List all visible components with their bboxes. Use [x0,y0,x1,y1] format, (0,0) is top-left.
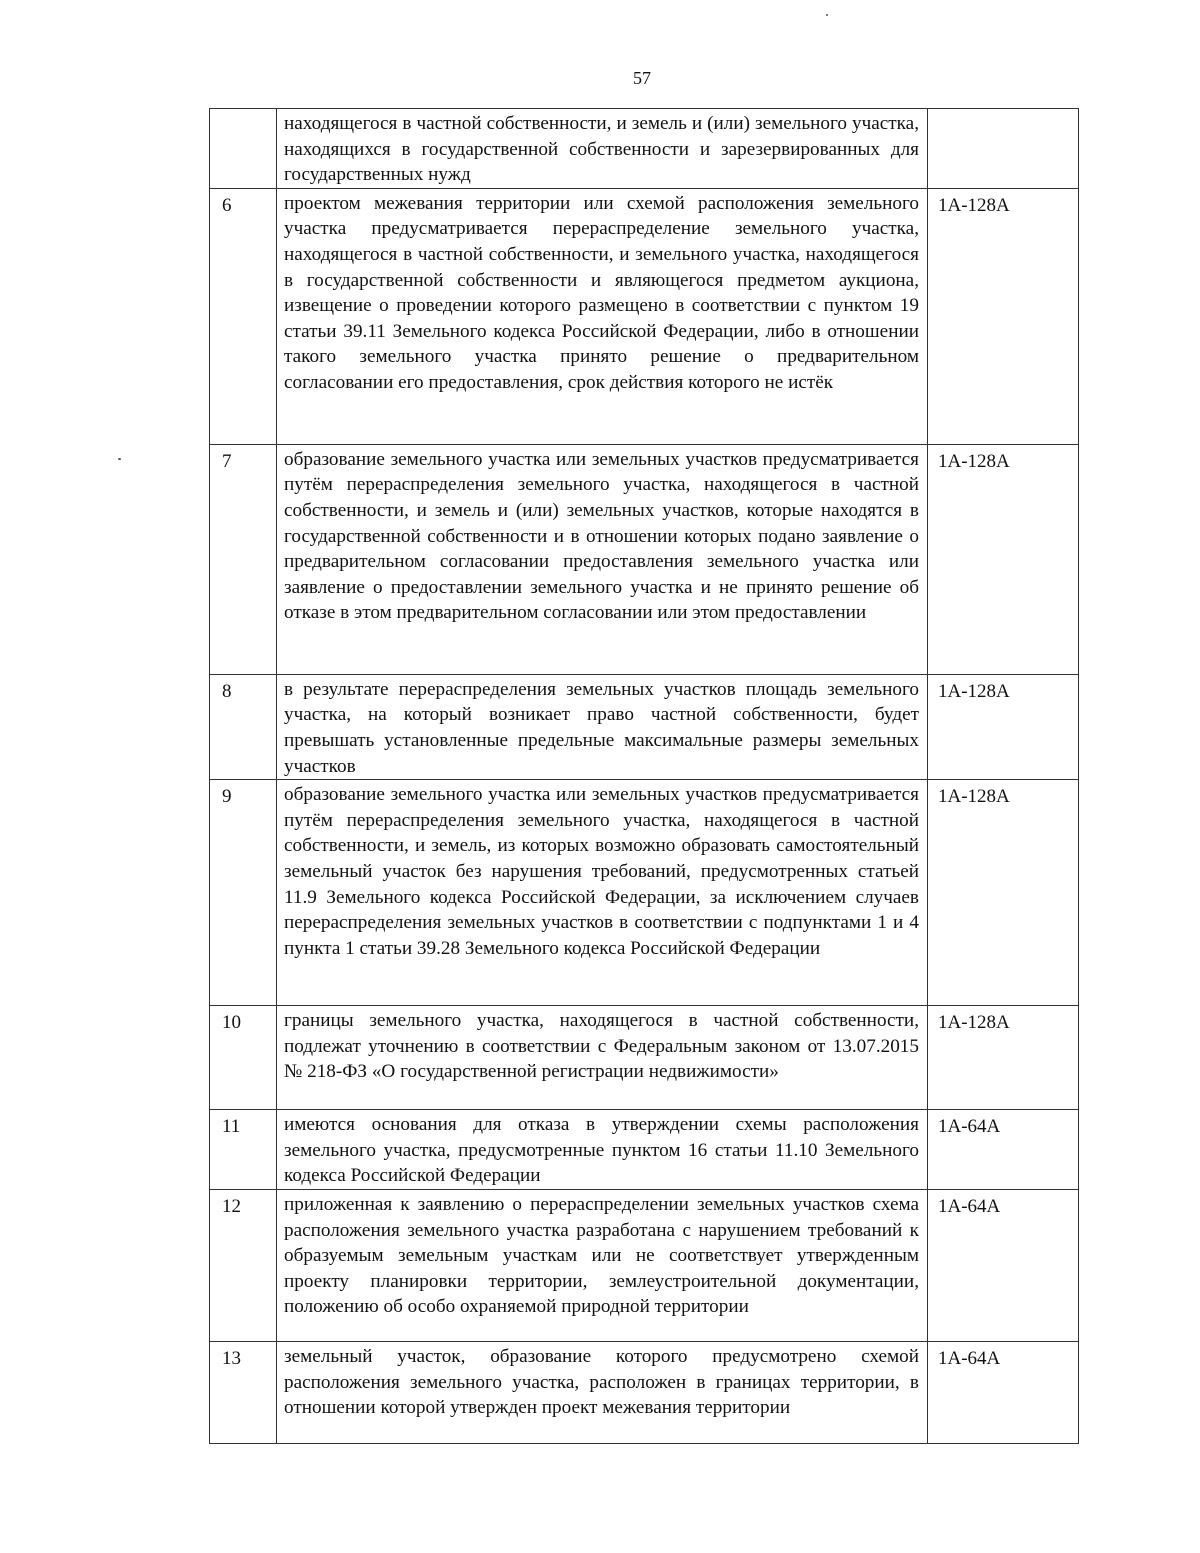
row-number: 12 [210,1189,277,1341]
row-text: находящегося в частной собственности, и земель и (или) земельного участка, находящихся в государственной собственности и зарезервированных для государственных нужд [277,109,928,189]
row-text: земельный участок, образование которого предусмотрено схемой расположения земельного участка, расположен в границах территории, в отношении которой утвержден проект межевания территории [277,1341,928,1443]
table-row [210,188,1079,444]
scan-speck [118,458,121,460]
row-text: проектом межевания территории или схемой расположения земельного участка предусматривается перераспределение земельного участка, находящегося в частной собственности, и земельного участка, находящегося в государственной собственности и являющегося предметом аукциона, извещение о проведении которого размещено в соответствии с пунктом 19 статьи 39.11 Земельного кодекса Российской Федерации, либо в отношении такого земельного участка принято решение о предварительном согласовании его предоставления, срок действия которого не истёк [277,188,928,444]
row-number: 8 [210,674,277,779]
row-code: 1А-64А [928,1189,1079,1341]
row-text: в результате перераспределения земельных участков площадь земельного участка, на который возникает право частной собственности, будет превышать установленные предельные максимальные размеры земельных участков [277,674,928,779]
row-text: приложенная к заявлению о перераспределении земельных участков схема расположения земельного участка разработана с нарушением требований к образуемым земельным участкам или не соответствует утвержденным проекту планировки территории, землеустроительной документации, положению об особо охраняемой природной территории [277,1189,928,1341]
table-row [210,444,1079,674]
grounds-table [209,108,1079,1444]
row-code: 1А-64А [928,1110,1079,1190]
table-row [210,1189,1079,1341]
row-text: образование земельного участка или земельных участков предусматривается путём перераспределения земельного участка, находящегося в частной собственности, и земель и (или) земельных участков, которые находятся в государственной собственности и в отношении которых подано заявление о предварительном согласовании предоставления земельного участка или заявление о предоставлении земельного участка и не принято решение об отказе в этом предварительном согласовании или этом предоставлении [277,444,928,674]
table-row [210,674,1079,779]
row-code [928,109,1079,189]
row-text: границы земельного участка, находящегося в частной собственности, подлежат уточнению в соответствии с Федеральным законом от 13.07.2015 № 218-ФЗ «О государственной регистрации недвижимости» [277,1006,928,1110]
row-text: образование земельного участка или земельных участков предусматривается путём перераспределения земельного участка, находящегося в частной собственности, и земель, из которых возможно образовать самостоятельный земельный участок без нарушения требований, предусмотренных статьей 11.9 Земельного кодекса Российской Федерации, за исключением случаев перераспределения земельных участков в соответствии с подпунктами 1 и 4 пункта 1 статьи 39.28 Земельного кодекса Российской Федерации [277,780,928,1006]
page-number: 57 [633,68,651,88]
row-number: 7 [210,444,277,674]
table-row [210,780,1079,1006]
table-row [210,1006,1079,1110]
row-code: 1А-128А [928,780,1079,1006]
table-row [210,109,1079,189]
table-row [210,1110,1079,1190]
row-number: 11 [210,1110,277,1190]
row-number: 9 [210,780,277,1006]
table-row [210,1341,1079,1443]
row-code: 1А-128А [928,444,1079,674]
row-text: имеются основания для отказа в утверждении схемы расположения земельного участка, предусмотренные пунктом 16 статьи 11.10 Земельного кодекса Российской Федерации [277,1110,928,1190]
row-code: 1А-64А [928,1341,1079,1443]
row-code: 1А-128А [928,1006,1079,1110]
row-number: 10 [210,1006,277,1110]
scan-speck [826,14,828,16]
row-code: 1А-128А [928,674,1079,779]
row-number: 13 [210,1341,277,1443]
row-number: 6 [210,188,277,444]
row-code: 1А-128А [928,188,1079,444]
row-number [210,109,277,189]
